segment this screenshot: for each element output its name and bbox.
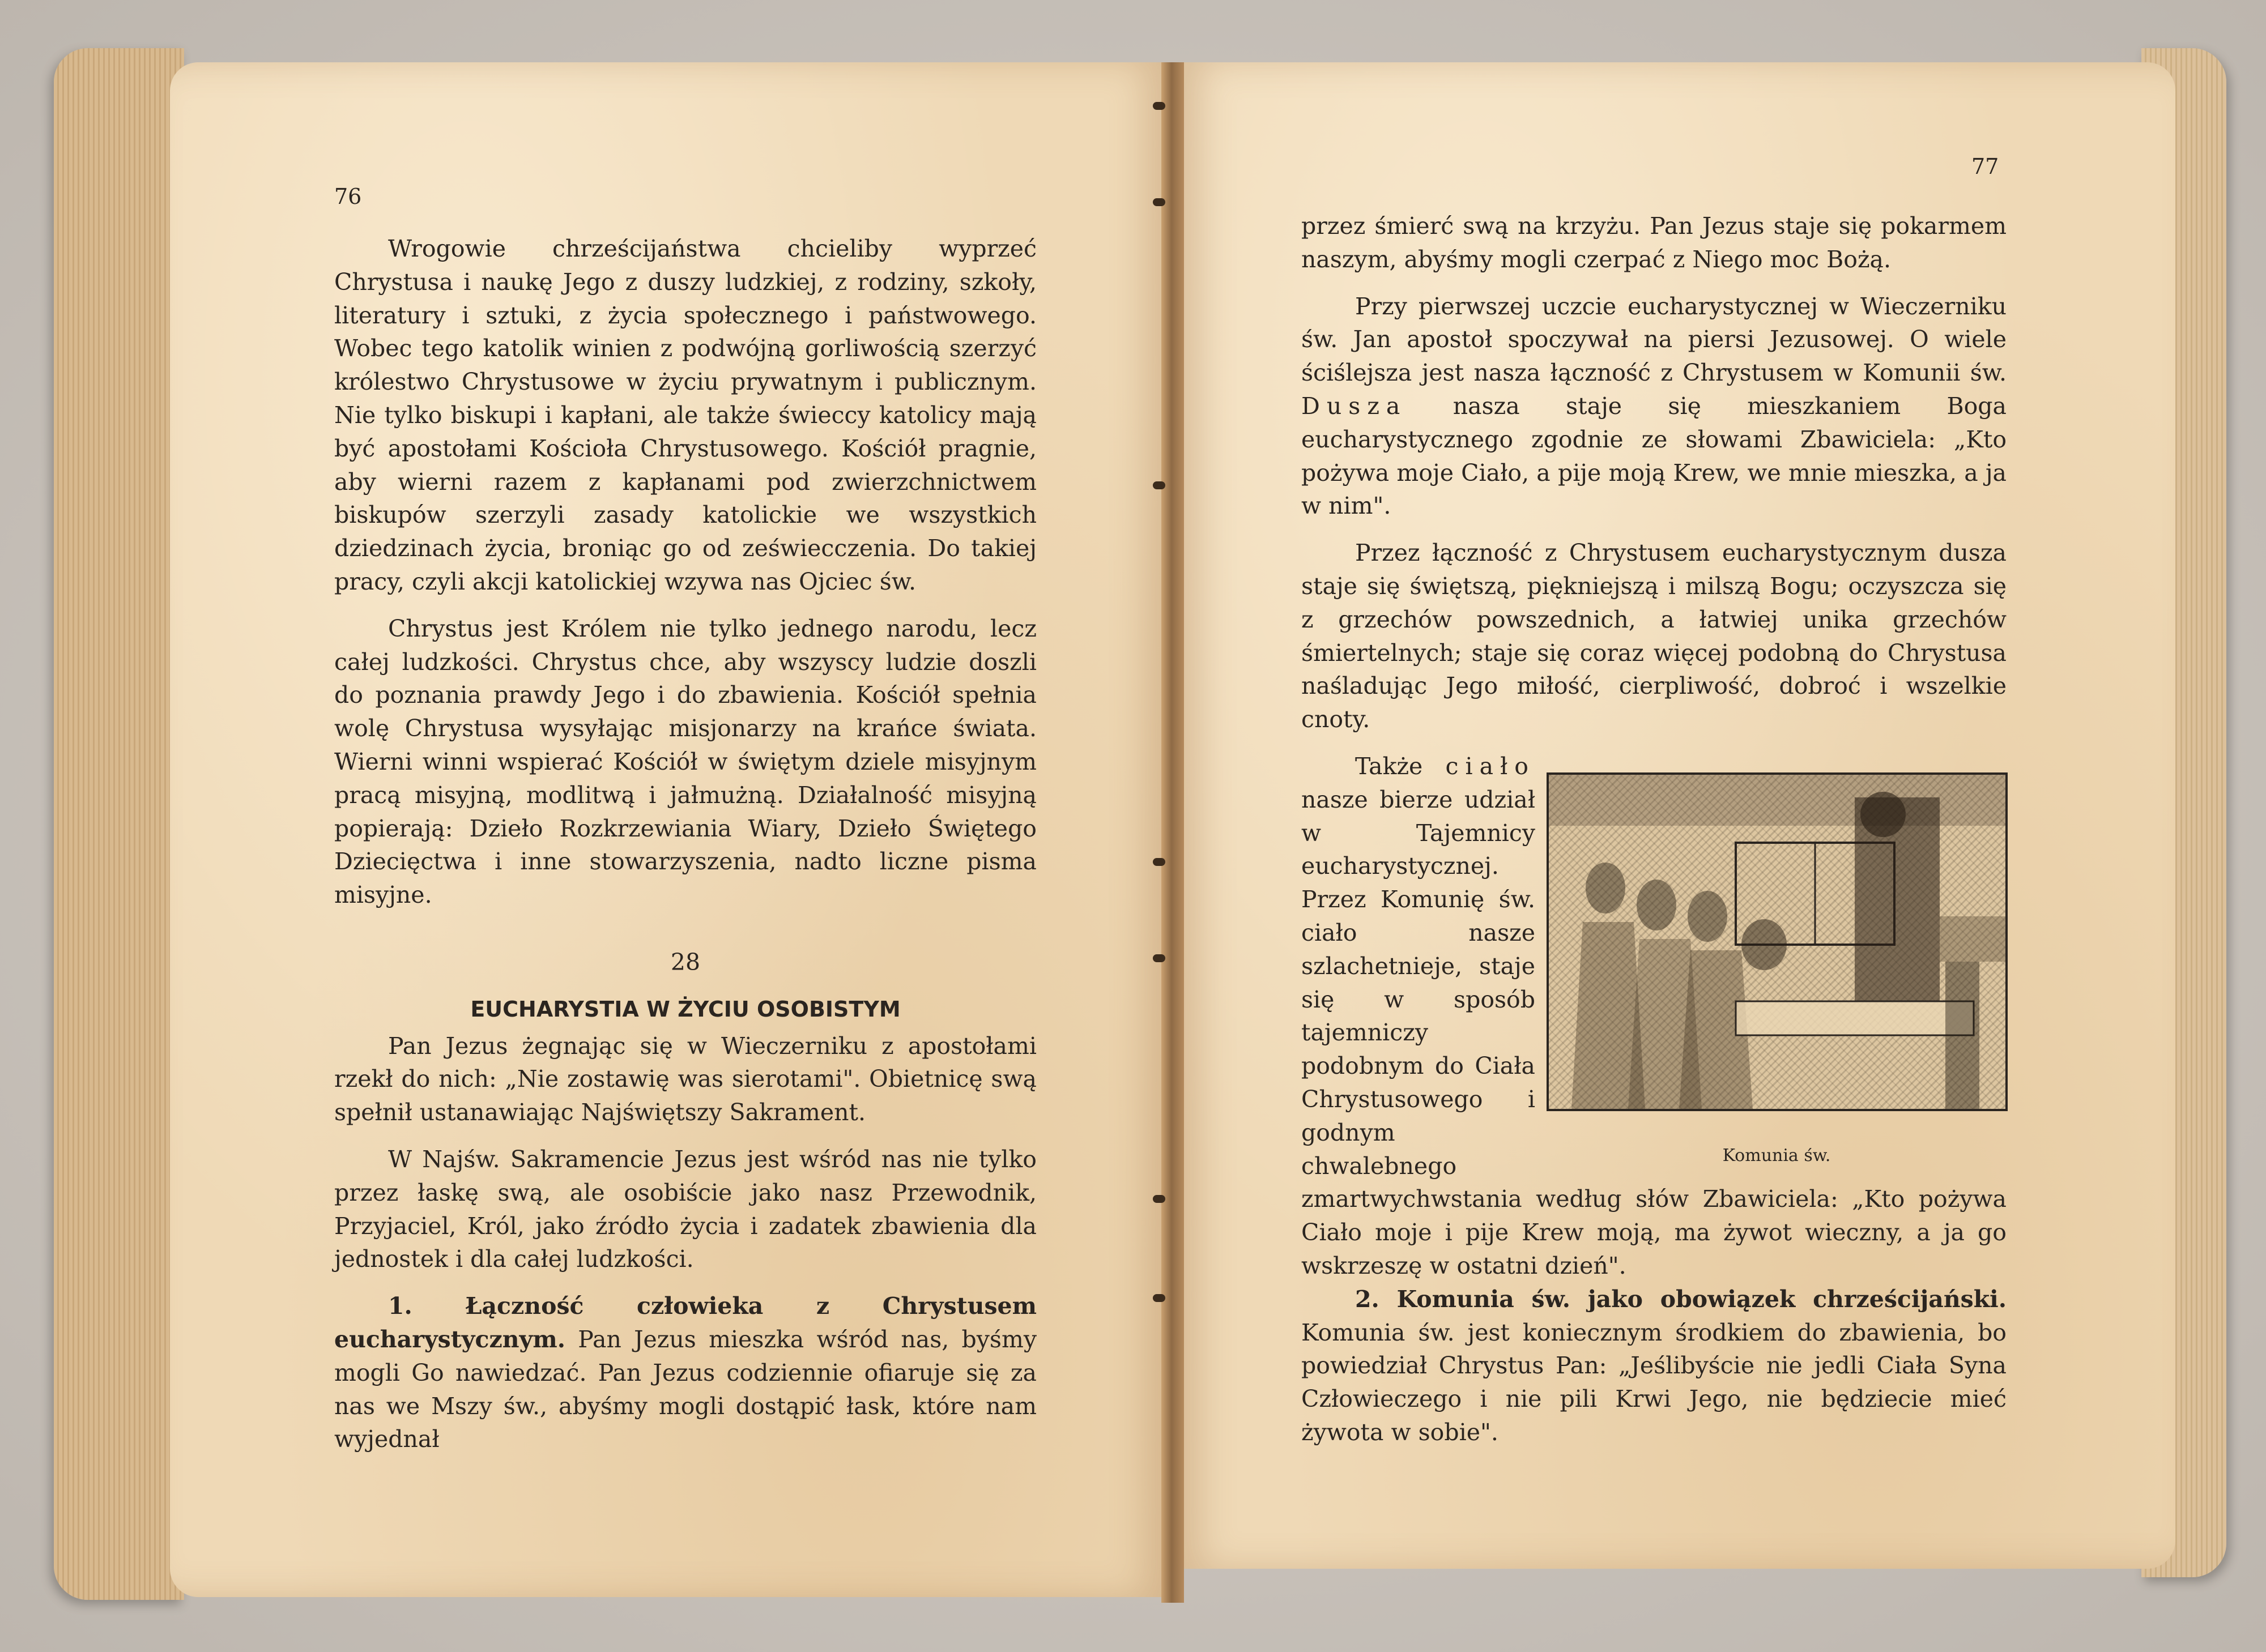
- section-2-heading: 2. Komunia św. jako obowiązek chrześcijański.: [1355, 1285, 2007, 1313]
- paragraph: Chrystus jest Królem nie tylko jednego narodu, lecz całej ludzkości. Chrystus chce, aby wszyscy ludzie doszli do poznania prawdy Jego i do zbawienia. Kościół spełnia wolę Chrystusa wysyłając misjonarzy na krańce świata. Wierni winni wspierać Kościół w świętym dziele misyjnym pracą misyjną, modlitwą i jałmużną. Działalność misyjną popierają: Dzieło Rozkrzewiania Wiary, Dzieło Świętego Dziecięctwa i inne stowarzyszenia, nadto liczne pisma misyjne.: [334, 614, 1037, 909]
- paragraph: przez śmierć swą na krzyżu. Pan Jezus staje się pokarmem naszym, abyśmy mogli czerpać z Niego moc Bożą.: [1301, 212, 2007, 273]
- paragraph-part: Przy pierwszej uczcie eucharystycznej w Wieczerniku św. Jan apostoł spoczywał na piersi Jezusowej. O wiele ściślejsza jest nasza łączność z Chrystusem w Komunii św.: [1301, 292, 2007, 387]
- spaced-word: Dusza: [1301, 392, 1407, 420]
- spaced-word: ciało: [1445, 752, 1535, 780]
- staple: [1153, 858, 1165, 866]
- chapter-number: 28: [670, 948, 701, 976]
- paragraph-part: nasze bierze udział w Tajemnicy eucharystycznej. Przez Komunię św. ciało nasze szlachetnieje, staje się w sposób tajemniczy podobnym do Ciała Chrystusowego i godnym chwalebnego zmartwychwstania według słów Zbawiciela: „Kto pożywa Ciało moje i pije Krew moją, ma żywot wieczny, a ja go wskrzeszę w ostatni dzień".: [1301, 786, 2007, 1279]
- section-2: [1301, 1283, 2007, 1449]
- paragraph: Przez łączność z Chrystusem eucharystycznym dusza staje się świętszą, piękniejszą i milszą Bogu; oczyszcza się z grzechów powszednich, a łatwiej unika grzechów śmiertelnych; staje się coraz więcej podobną do Chrystusa naśladując Jego miłość, cierpliwość, dobroć i wszelkie cnoty.: [1301, 539, 2007, 733]
- figure-caption: Komunia św.: [1722, 1145, 1831, 1166]
- page-number-right: 77: [1971, 154, 1999, 179]
- page-number-left: 76: [334, 184, 362, 209]
- communion-illustration: [1547, 772, 2008, 1111]
- page-stack-left: [54, 48, 184, 1600]
- staple: [1153, 102, 1165, 110]
- section-1: [334, 1290, 1037, 1456]
- chapter-title: EUCHARYSTIA W ŻYCIU OSOBISTYM: [470, 996, 901, 1022]
- staple: [1153, 198, 1165, 206]
- staple: [1153, 1294, 1165, 1302]
- paragraph: Wrogowie chrześcijaństwa chcieliby wyprzeć Chrystusa i naukę Jego z duszy ludzkiej, z rodziny, szkoły, literatury i sztuki, z życia społecznego i państwowego. Wobec tego katolik winien z podwójną gorliwością szerzyć królestwo Chrystusowe w życiu prywatnym i publicznym. Nie tylko biskupi i kapłani, ale także świeccy katolicy mają być apostołami Kościoła Chrystusowego. Kościół pragnie, aby wierni razem z kapłanami pod zwierzchnictwem biskupów szerzyli zasady katolickie we wszystkich dziedzinach życia, broniąc go od zeświecczenia. Do takiej pracy, czyli akcji katolickiej wzywa nas Ojciec św.: [334, 235, 1037, 595]
- paragraph-part: nasza staje się mieszkaniem Boga eucharystycznego zgodnie ze słowami Zbawiciela: „Kto pożywa moje Ciało, a pije moją Krew, we mnie mieszka, a ja w nim".: [1301, 392, 2007, 520]
- paragraph-part: Także: [1355, 752, 1423, 780]
- staple: [1153, 481, 1165, 489]
- illustration-figure: [1547, 772, 2007, 1173]
- section-1-heading: 1. Łączność człowieka z Chrystusem eucharystycznym.: [334, 1292, 1037, 1353]
- staple: [1153, 954, 1165, 962]
- engraving-image: [1549, 775, 2005, 1109]
- left-page-text: [334, 232, 1037, 1456]
- paragraph: W Najśw. Sakramencie Jezus jest wśród nas nie tylko przez łaskę swą, ale osobiście jako nasz Przewodnik, Przyjaciel, Król, jako źródło życia i zadatek zbawienia dla jednostek i dla całej ludzkości.: [334, 1145, 1037, 1273]
- right-page-text: [1301, 210, 2007, 1449]
- staple: [1153, 1195, 1165, 1203]
- section-1-text: Pan Jezus mieszka wśród nas, byśmy mogli Go nawiedzać. Pan Jezus codziennie ofiaruje się za nas we Mszy św., abyśmy mogli dostąpić łask, które nam wyjednał: [334, 1325, 1037, 1453]
- section-2-text: Komunia św. jest koniecznym środkiem do zbawienia, bo powiedział Chrystus Pan: „Jeślibyście nie jedli Ciała Syna Człowieczego i nie pili Krwi Jego, nie będziecie mieć żywota w sobie".: [1301, 1318, 2007, 1446]
- book-gutter: [1161, 62, 1184, 1603]
- paragraph: [1301, 290, 2007, 523]
- paragraph: Pan Jezus żegnając się w Wieczerniku z apostołami rzekł do nich: „Nie zostawię was sierotami". Obietnicę swą spełnił ustanawiając Najświętszy Sakrament.: [334, 1032, 1037, 1126]
